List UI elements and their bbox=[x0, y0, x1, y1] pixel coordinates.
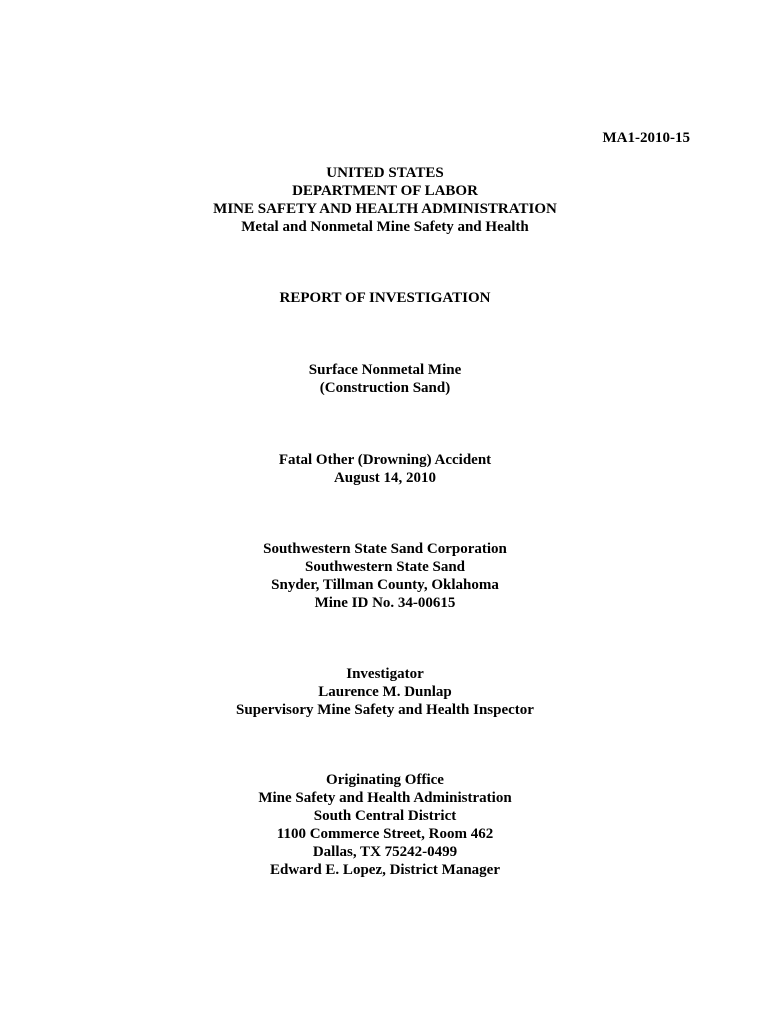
agency-administration: MINE SAFETY AND HEALTH ADMINISTRATION bbox=[213, 201, 557, 217]
report-number: MA1-2010-15 bbox=[602, 130, 690, 146]
operator-mine-name: Southwestern State Sand bbox=[304, 559, 466, 575]
investigator-info bbox=[0, 665, 770, 719]
investigator-heading: Investigator bbox=[346, 666, 424, 682]
mine-type-line: Surface Nonmetal Mine bbox=[308, 362, 462, 378]
investigator-name: Laurence M. Dunlap bbox=[318, 684, 452, 700]
office-agency: Mine Safety and Health Administration bbox=[258, 790, 512, 806]
accident-info bbox=[0, 451, 770, 487]
originating-office bbox=[0, 771, 770, 879]
office-street: 1100 Commerce Street, Room 462 bbox=[276, 826, 494, 842]
office-district: South Central District bbox=[313, 808, 457, 824]
operator-info bbox=[0, 540, 770, 612]
operator-company: Southwestern State Sand Corporation bbox=[263, 541, 507, 557]
accident-date: August 14, 2010 bbox=[333, 470, 437, 486]
accident-type: Fatal Other (Drowning) Accident bbox=[278, 452, 492, 468]
report-title-text: REPORT OF INVESTIGATION bbox=[279, 290, 491, 306]
operator-location: Snyder, Tillman County, Oklahoma bbox=[271, 577, 499, 593]
office-heading: Originating Office bbox=[326, 772, 444, 788]
office-manager: Edward E. Lopez, District Manager bbox=[270, 862, 500, 878]
agency-country: UNITED STATES bbox=[326, 165, 444, 181]
agency-department: DEPARTMENT OF LABOR bbox=[292, 183, 478, 199]
mine-type-line: (Construction Sand) bbox=[319, 380, 451, 396]
agency-heading bbox=[0, 164, 770, 236]
office-city: Dallas, TX 75242-0499 bbox=[312, 844, 458, 860]
agency-division: Metal and Nonmetal Mine Safety and Health bbox=[241, 219, 529, 235]
mine-type bbox=[0, 361, 770, 397]
investigator-title: Supervisory Mine Safety and Health Inspector bbox=[236, 702, 534, 718]
report-title bbox=[0, 289, 770, 307]
operator-mine-id: Mine ID No. 34-00615 bbox=[314, 595, 456, 611]
